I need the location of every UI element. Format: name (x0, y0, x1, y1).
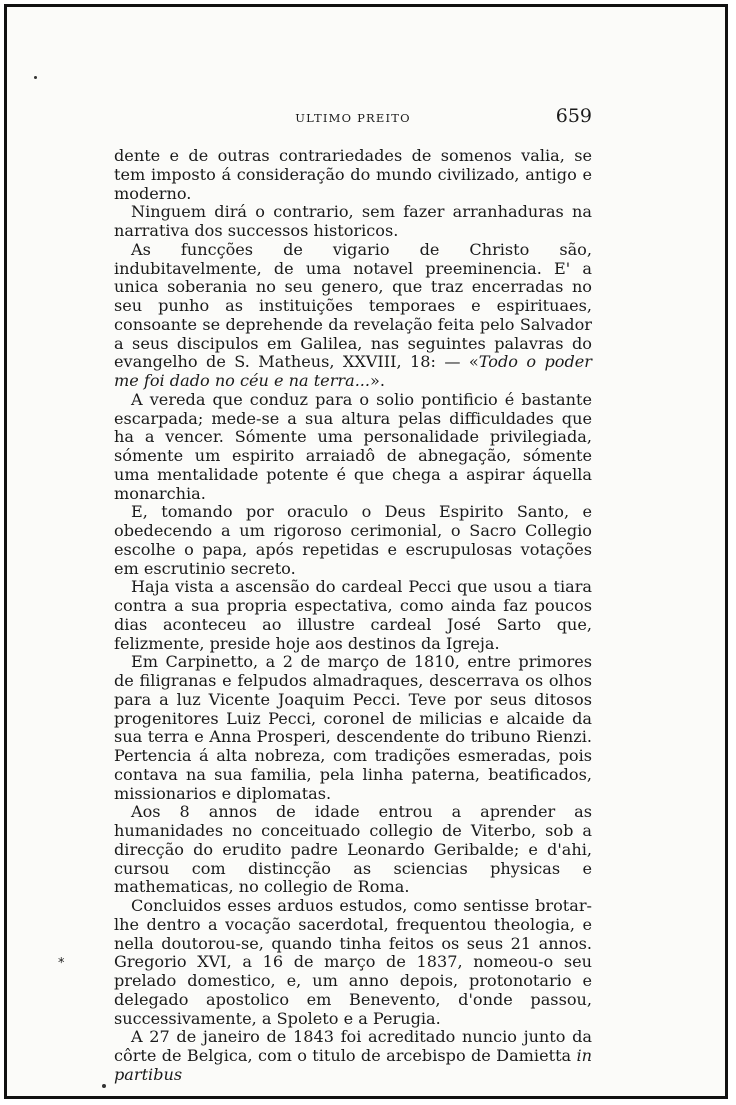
paragraph: As funcções de vigario de Christo são, indubitavelmente, de uma notavel preeminencia. E' a unica soberania no seu genero, que traz encerradas no seu punho as instituições temporaes e espirituaes, consoante se deprehende da revelação feita pelo Salvador a seus discipulos em Galilea, nas seguintes palavras do evangelho de S. Matheus, XXVIII, 18: — «Todo o poder me foi dado no céu e na terra...». (114, 239, 592, 390)
footnote-mark: * (58, 956, 65, 971)
paragraph-continuation: dente e de outras contrariedades de somenos valia, se tem imposto á consideração do mundo civilizado, antigo e moderno. (114, 146, 592, 203)
paragraph: Haja vista a ascensão do cardeal Pecci que usou a tiara contra a sua propria espectativa, como ainda faz poucos dias aconteceu ao illustre cardeal José Sarto que, felizmente, preside hoje aos destinos da Igreja. (114, 577, 592, 653)
ink-speck (102, 1084, 106, 1088)
gospel-quote: Todo o poder me foi dado no céu e na terra... (114, 352, 592, 390)
paragraph: Aos 8 annos de idade entrou a aprender as humanidades no conceituado collegio de Viterbo, sob a direcção do erudito padre Leonardo Geribalde; e d'ahi, cursou com distincção as sciencias physicas e mathematicas, no collegio de Roma. (114, 802, 592, 897)
latin-phrase: in partibus (114, 1046, 592, 1084)
book-page (114, 105, 592, 1085)
paragraph: Em Carpinetto, a 2 de março de 1810, entre primores de filigranas e felpudos almadraques, descerrava os olhos para a luz Vicente Joaquim Pecci. Teve por seus ditosos progenitores Luiz Pecci, coronel de milicias e alcaide da sua terra e Anna Prosperi, descendente do tribuno Rienzi. Pertencia á alta nobreza, com tradições esmeradas, pois contava na sua familia, pela linha paterna, beatificados, missionarios e diplomatas. (114, 652, 592, 803)
page-number: 659 (555, 105, 592, 127)
ink-speck (34, 76, 37, 79)
running-title: ULTIMO PREITO (295, 111, 411, 125)
paragraph: A vereda que conduz para o solio pontificio é bastante escarpada; mede-se a sua altura pelas difficuldades que ha a vencer. Sómente uma personalidade privilegiada, sómente um espirito arraiadô de abnegação, sómente uma mentalidade potente é que chega a aspirar áquella monarchia. (114, 389, 592, 503)
running-head (114, 105, 592, 133)
page-frame (4, 4, 728, 1099)
paragraph: Concluidos esses arduos estudos, como sentisse brotar-lhe dentro a vocação sacerdotal, frequentou theologia, e nella doutorou-se, quando tinha feitos os seus 21 annos. Gregorio XVI, a 16 de março de 1837, nomeou-o seu prelado domestico, e, um anno depois, protonotario e delegado apostolico em Benevento, d'onde passou, successivamente, a Spoleto e a Perugia. (114, 896, 592, 1028)
paragraph: E, tomando por oraculo o Deus Espirito Santo, e obedecendo a um rigoroso cerimonial, o Sacro Collegio escolhe o papa, após repetidas e escrupulosas votações em escrutinio secreto. (114, 502, 592, 578)
paragraph: A 27 de janeiro de 1843 foi acreditado nuncio junto da côrte de Belgica, com o titulo de arcebispo de Damietta in partibus (114, 1027, 592, 1084)
body-text (114, 147, 592, 1085)
paragraph: Ninguem dirá o contrario, sem fazer arranhaduras na narrativa dos successos historicos. (114, 202, 592, 240)
